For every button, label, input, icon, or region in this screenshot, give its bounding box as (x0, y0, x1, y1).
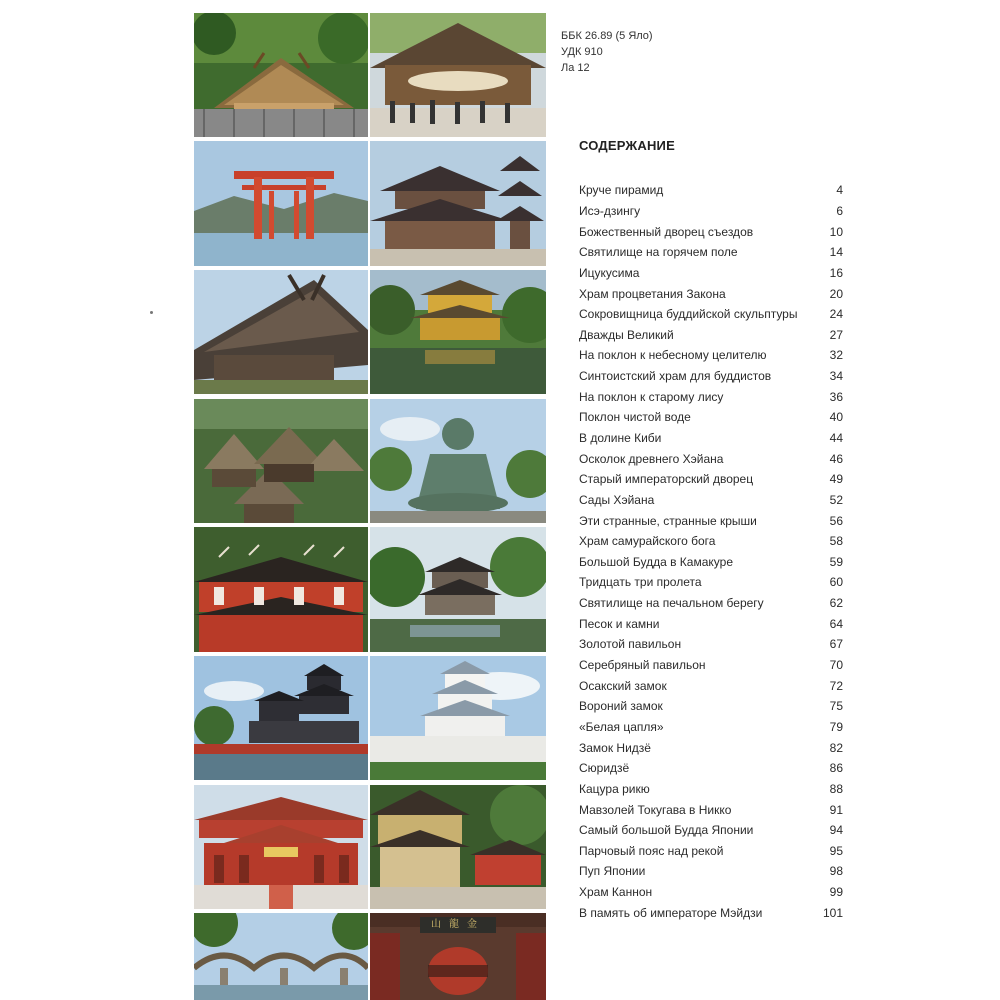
toc-entry-title: Старый императорский дворец (579, 472, 754, 487)
contents-title: СОДЕРЖАНИЕ (579, 138, 675, 153)
toc-entry (579, 448, 843, 469)
toc-entry-page: 56 (829, 513, 843, 528)
arched-bridge-photo (194, 913, 368, 1000)
toc-entry (579, 882, 843, 903)
great-buddha-photo (370, 399, 546, 523)
toc-entry-page: 6 (836, 203, 843, 218)
toc-entry-page: 59 (829, 554, 843, 569)
toc-entry-page: 44 (829, 431, 843, 445)
toc-entry-title: Мавзолей Токугава в Никко (579, 802, 732, 817)
torii-gate-water-photo (194, 141, 368, 266)
toc-entry-page: 32 (829, 348, 843, 363)
toc-entry-title: Исэ-дзингу (579, 203, 641, 218)
toc-entry (579, 552, 843, 573)
photo-collage (194, 13, 546, 1000)
toc-entry-page: 91 (829, 802, 843, 817)
toc-entry-page: 99 (829, 885, 843, 900)
toc-entry-page: 27 (829, 327, 843, 342)
toc-entry-page: 20 (829, 286, 843, 301)
toc-entry (579, 820, 843, 841)
red-palace-photo (194, 785, 368, 909)
toc-entry-page: 14 (829, 245, 843, 260)
toc-entry (579, 634, 843, 655)
toc-entry-title: Самый большой Будда Японии (579, 823, 754, 838)
toc-entry-page: 64 (829, 616, 843, 631)
toc-entry-page: 95 (829, 843, 843, 858)
toc-entry-title: «Белая цапля» (579, 719, 664, 734)
thatched-village-photo (194, 399, 368, 523)
toc-entry (579, 201, 843, 222)
toc-entry-title: Серебряный павильон (579, 658, 706, 673)
toc-entry-page: 79 (829, 719, 843, 734)
toc-entry-page: 98 (829, 864, 843, 879)
toc-entry (579, 428, 843, 449)
toc-entry-page: 49 (829, 472, 843, 487)
udk-code: УДК 910 (561, 46, 603, 58)
toc-entry (579, 221, 843, 242)
toc-entry-page: 58 (829, 534, 843, 549)
toc-entry (579, 861, 843, 882)
temple-gate-lantern-photo (370, 913, 546, 1000)
author-code: Ла 12 (561, 62, 590, 74)
page-speck (150, 311, 153, 314)
toc-entry-page: 86 (829, 761, 843, 776)
wooden-pagoda-temple-photo (370, 141, 546, 266)
toc-entry (579, 531, 843, 552)
toc-entry-page: 24 (829, 307, 843, 322)
contents-list (579, 180, 843, 923)
toc-entry (579, 324, 843, 345)
toc-entry-title: Сюридзё (579, 761, 630, 776)
toc-entry-page: 72 (829, 678, 843, 693)
toc-entry-title: Вороний замок (579, 699, 663, 714)
toc-entry (579, 758, 843, 779)
toc-entry (579, 283, 843, 304)
catalog-codes (561, 28, 653, 76)
toc-entry-title: Осколок древнего Хэйана (579, 451, 724, 466)
toc-entry-page: 10 (829, 224, 843, 239)
toc-entry-page: 40 (829, 410, 843, 425)
lantern-sign-text: 山龍金 (431, 919, 485, 930)
toc-entry-page: 60 (829, 575, 843, 590)
toc-entry (579, 180, 843, 201)
toc-entry-title: Осакский замок (579, 678, 667, 693)
toc-entry-title: Золотой павильон (579, 637, 682, 652)
toc-entry (579, 902, 843, 923)
toc-entry-title: Дважды Великий (579, 327, 674, 342)
toc-entry-page: 101 (822, 905, 843, 920)
ornate-mausoleum-photo (370, 785, 546, 909)
toc-entry-page: 52 (829, 492, 843, 507)
toc-entry-title: Кацура рикю (579, 781, 650, 796)
toc-entry-title: Пуп Японии (579, 864, 646, 879)
toc-entry-title: Большой Будда в Камакуре (579, 554, 733, 569)
toc-entry-page: 88 (829, 781, 843, 796)
toc-entry (579, 717, 843, 738)
toc-entry-title: Эти странные, странные крыши (579, 513, 757, 528)
toc-entry-page: 82 (829, 740, 843, 755)
toc-entry-title: Святилище на горячем поле (579, 245, 738, 260)
toc-entry-title: Храм процветания Закона (579, 286, 726, 301)
toc-entry (579, 304, 843, 325)
toc-entry (579, 655, 843, 676)
toc-entry-page: 94 (829, 823, 843, 838)
white-castle-photo (370, 656, 546, 780)
toc-entry-title: В долине Киби (579, 431, 662, 445)
toc-entry-title: Круче пирамид (579, 183, 664, 198)
toc-entry (579, 263, 843, 284)
toc-entry (579, 675, 843, 696)
black-castle-photo (194, 656, 368, 780)
toc-entry-title: Храм Каннон (579, 885, 653, 900)
toc-entry-title: Парчовый пояс над рекой (579, 843, 724, 858)
toc-entry-page: 67 (829, 637, 843, 652)
toc-entry (579, 841, 843, 862)
toc-entry-title: На поклон к старому лису (579, 389, 724, 404)
toc-entry (579, 407, 843, 428)
toc-entry-page: 34 (829, 369, 843, 384)
toc-entry-page: 4 (836, 183, 843, 198)
toc-entry-title: В память об императоре Мэйдзи (579, 905, 763, 920)
shrine-rope-crowd-photo (370, 13, 546, 137)
shrine-thatched-roof-photo (194, 13, 368, 137)
toc-entry-title: На поклон к небесному целителю (579, 348, 767, 363)
toc-entry-page: 36 (829, 389, 843, 404)
bbk-code: ББК 26.89 (5 Яло) (561, 30, 653, 42)
toc-entry (579, 799, 843, 820)
toc-entry-title: Синтоистский храм для буддистов (579, 369, 772, 384)
toc-entry (579, 242, 843, 263)
toc-entry-title: Песок и камни (579, 616, 660, 631)
toc-entry (579, 613, 843, 634)
toc-entry (579, 490, 843, 511)
shrine-roof-detail-photo (194, 270, 368, 394)
toc-entry-title: Сады Хэйана (579, 492, 655, 507)
toc-entry (579, 345, 843, 366)
toc-entry-title: Поклон чистой воде (579, 410, 691, 425)
toc-entry (579, 469, 843, 490)
toc-entry-title: Святилище на печальном берегу (579, 596, 764, 611)
toc-entry (579, 572, 843, 593)
red-shrine-photo (194, 527, 368, 652)
toc-entry-title: Тридцать три пролета (579, 575, 702, 590)
toc-entry-page: 16 (829, 265, 843, 280)
toc-entry-title: Ицукусима (579, 265, 640, 280)
toc-entry-page: 75 (829, 699, 843, 714)
toc-entry-title: Замок Нидзё (579, 740, 651, 755)
toc-entry (579, 593, 843, 614)
toc-entry (579, 510, 843, 531)
toc-entry-page: 62 (829, 596, 843, 611)
toc-entry (579, 366, 843, 387)
toc-entry-title: Божественный дворец съездов (579, 224, 754, 239)
toc-entry (579, 696, 843, 717)
toc-entry (579, 386, 843, 407)
toc-entry-title: Сокровищница буддийской скульптуры (579, 307, 798, 322)
toc-entry (579, 779, 843, 800)
toc-entry (579, 737, 843, 758)
silver-pavilion-photo (370, 527, 546, 652)
golden-pavilion-photo (370, 270, 546, 394)
toc-entry-title: Храм самурайского бога (579, 534, 716, 549)
toc-entry-page: 70 (829, 658, 843, 673)
toc-entry-page: 46 (829, 451, 843, 466)
